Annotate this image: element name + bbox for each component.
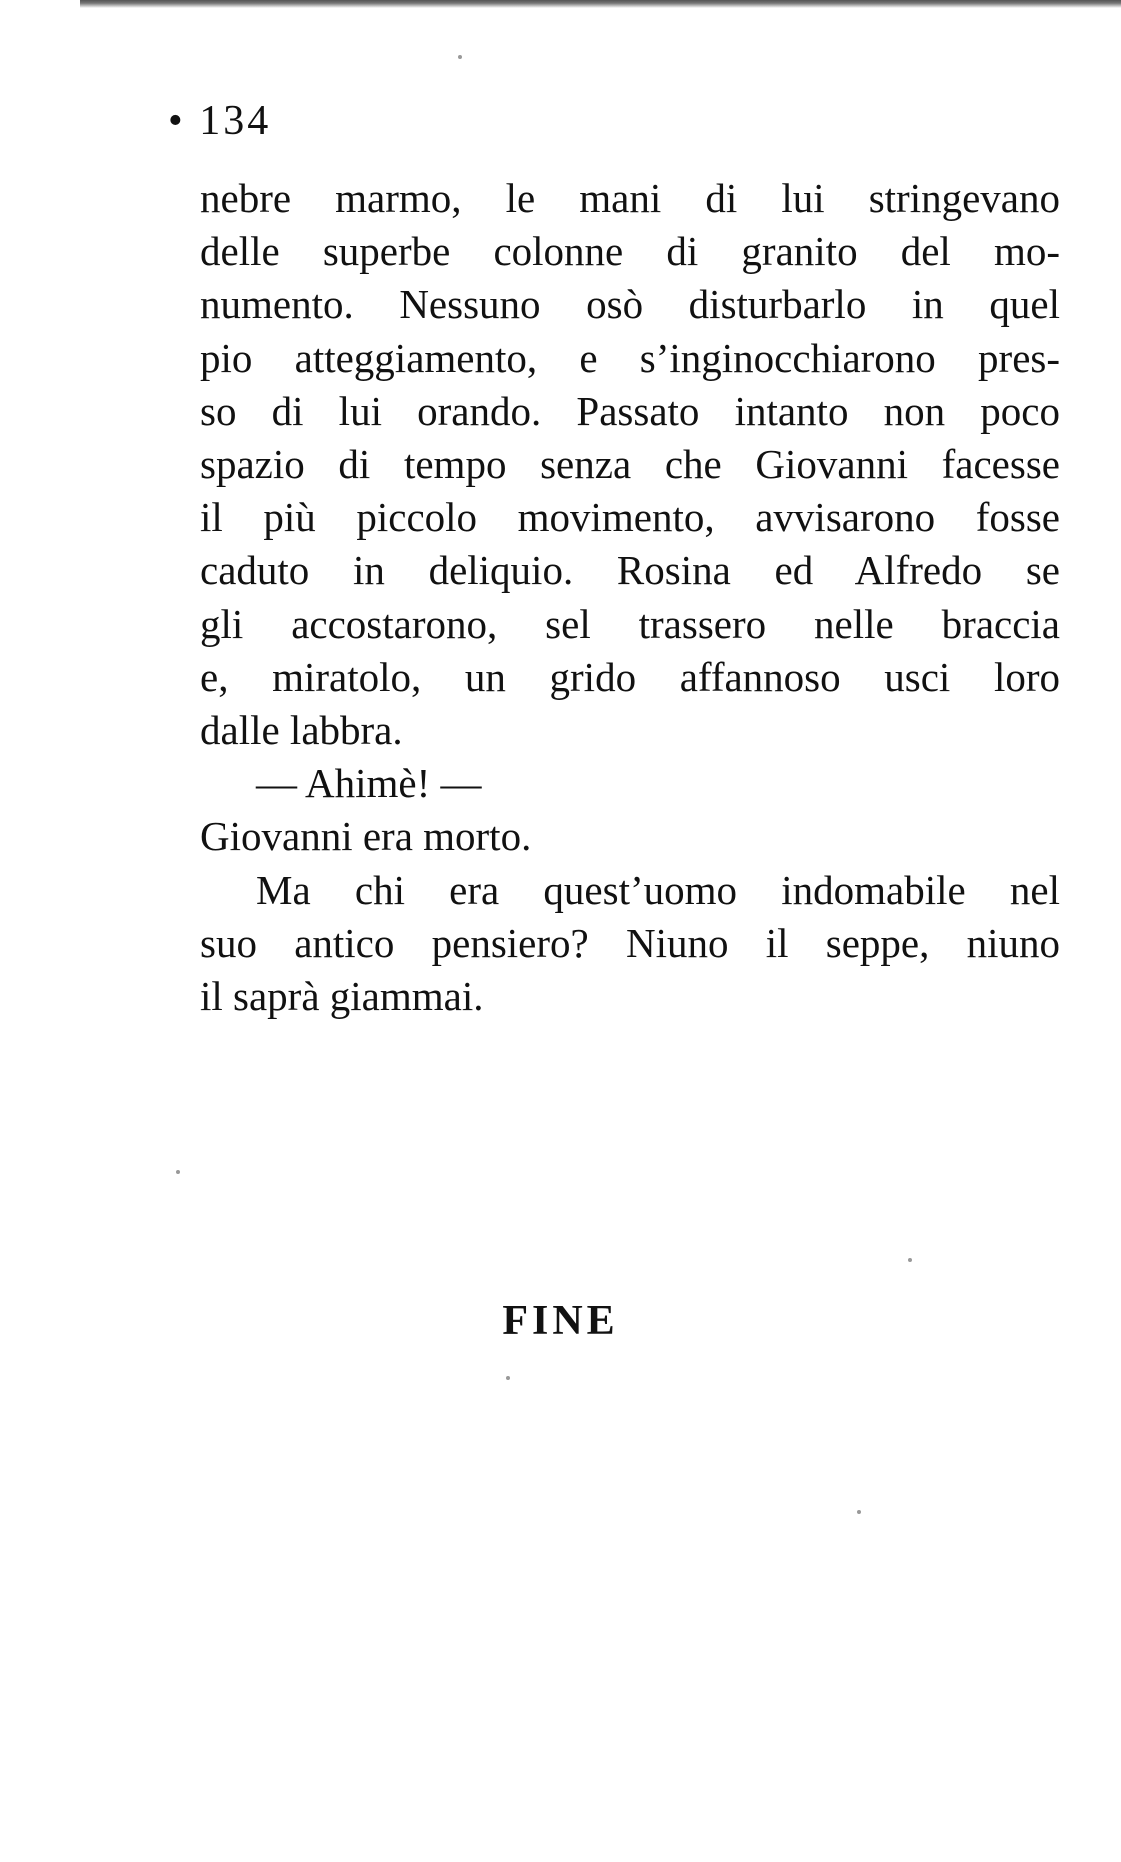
text-line: Giovanni era morto. bbox=[200, 813, 532, 860]
text-line: spazio di tempo senza che Giovanni facesse bbox=[200, 441, 1060, 488]
text-line: delle superbe colonne di granito del mo- bbox=[200, 228, 1060, 275]
print-speck bbox=[908, 1258, 912, 1262]
text-line: nebre marmo, le mani di lui stringevano bbox=[200, 175, 1060, 221]
text-line: il saprà giammai. bbox=[200, 973, 484, 1020]
text-line: suo antico pensiero? Niuno il seppe, niuno bbox=[200, 919, 1060, 966]
body-text bbox=[200, 172, 1060, 1023]
print-speck bbox=[458, 55, 462, 59]
text-line: dalle labbra. bbox=[200, 707, 403, 754]
end-mark: FINE bbox=[502, 1298, 619, 1344]
dialogue-line: — Ahimè! — bbox=[256, 760, 482, 807]
page-top-edge bbox=[80, 0, 1121, 8]
text-line: gli accostarono, sel trassero nelle braccia bbox=[200, 600, 1060, 647]
text-line: il più piccolo movimento, avvisarono fosse bbox=[200, 494, 1060, 541]
text-line: Ma chi era quest’uomo indomabile nel bbox=[256, 866, 1060, 913]
text-line: pio atteggiamento, e s’inginocchiarono pres- bbox=[200, 334, 1060, 381]
text-line: numento. Nessuno osò disturbarlo in quel bbox=[200, 281, 1060, 328]
print-speck bbox=[857, 1510, 861, 1514]
page-number: • 134 bbox=[168, 98, 272, 144]
print-speck bbox=[176, 1170, 180, 1174]
text-line: caduto in deliquio. Rosina ed Alfredo se bbox=[200, 547, 1060, 594]
text-line: e, miratolo, un grido affannoso usci loro bbox=[200, 653, 1060, 700]
text-line: so di lui orando. Passato intanto non poco bbox=[200, 387, 1060, 434]
print-speck bbox=[506, 1376, 510, 1380]
